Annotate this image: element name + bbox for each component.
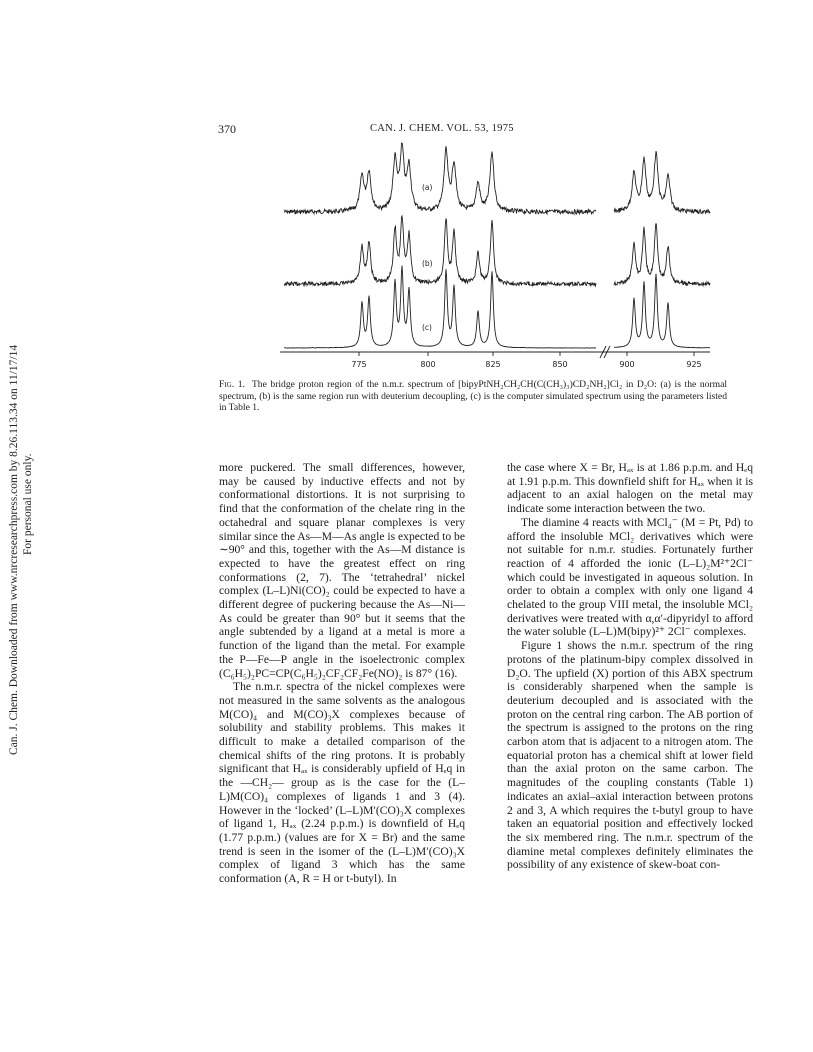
axis-tick-label: 825 <box>485 360 501 369</box>
left-text-column <box>219 461 465 886</box>
paragraph: Figure 1 shows the n.m.r. spectrum of the ring protons of the platinum-bipy complex dissolved in D₂O. The upfield (X) portion of this ABX spectrum is considerably sharpened when the sample is deuterium decoupled and is associated with the proton on the central ring carbon. The AB portion of the spectrum is assigned to the protons on the ring carbon atom that is adjacent to a nitrogen atom. The equatorial proton has a chemical shift at lower field than the axial proton on the same carbon. The magnitudes of the coupling constants (Table 1) indicates an axial–axial interaction between protons 2 and 3, A which requires the t-butyl group to have taken an equatorial position and effectively locked the six membered ring. The n.m.r. spectrum of the diamine metal complexes definitely eliminates the possibility of any existence of skew-boat con- <box>507 639 753 872</box>
paragraph: The diamine 4 reacts with MCl₄⁻ (M = Pt, Pd) to afford the insoluble MCl₂ derivatives which were not suitable for n.m.r. studies. Fortunately further reaction of 4 afforded the ionic (L–L)₂M²⁺2Cl⁻ which could be investigated in aqueous solution. In order to obtain a complex with only one ligand 4 chelated to the group VIII metal, the insoluble MCl₂ derivatives were treated with α,α′-dipyridyl to afford the water soluble (L–L)M(bipy)²⁺ 2Cl⁻ complexes. <box>507 515 753 639</box>
axis-tick-label: 800 <box>420 360 436 369</box>
right-text-column <box>507 461 753 872</box>
download-notice <box>8 255 48 755</box>
paragraph: the case where X = Br, Hₐₓ is at 1.86 p.p.m. and Hₑq at 1.91 p.p.m. This downfield shift for Hₐₓ when it is adjacent to an axial halogen on the metal may indicate some interaction between the two. <box>507 461 753 516</box>
nmr-spectrum-figure <box>278 140 724 372</box>
axis-tick-label: 850 <box>552 360 568 369</box>
trace-label-c: (c) <box>422 323 432 332</box>
caption-label: Fig. 1. <box>219 379 245 390</box>
trace-label-a: (a) <box>422 183 433 192</box>
axis-tick-label: 775 <box>351 360 367 369</box>
download-notice-line1: Can. J. Chem. Downloaded from www.nrcresearchpress.com by 8.26.113.34 on 11/17/14 <box>8 344 20 755</box>
trace-label-b: (b) <box>422 259 433 268</box>
paragraph: The n.m.r. spectra of the nickel complexes were not measured in the same solvents as the analogous M(CO)₄ and M(CO)₃X complexes because of solubility and stability problems. This makes it difficult to make a detailed comparison of the chemical shifts of the ring protons. It is probably significant that Hₐₓ is considerably upfield of Hₑq in the —CH₂— group as is the case for the (L–L)M(CO)₄ complexes of ligands 1 and 3 (4). However in the ‘locked’ (L–L)M′(CO)₃X complexes of ligand 1, Hₐₓ (2.24 p.p.m.) is downfield of Hₑq (1.77 p.p.m.) (values are for X = Br) and the same trend is seen in the isomer of the (L–L)M′(CO)₃X complex of ligand 3 which has the same conformation (A, R = H or t-butyl). In <box>219 680 465 886</box>
nmr-spectrum-plot <box>278 140 724 372</box>
page-number: 370 <box>218 122 236 136</box>
axis-tick-label: 925 <box>686 360 702 369</box>
download-notice-line2: For personal use only. <box>22 453 34 555</box>
axis-tick-label: 900 <box>619 360 635 369</box>
paragraph: more puckered. The small differences, however, may be caused by inductive effects and not by conformational distortions. It is not surprising to find that the conformation of the chelate ring in the octahedral and square planar complexes is very similar since the As—M—As angle is expected to be ∼90° and this, together with the As—M distance is expected to have the greatest effect on ring conformations (2, 7). The ‘tetrahedral’ nickel complex (L–L)Ni(CO)₂ could be expected to have a different degree of puckering because the As—Ni—As could be greater than 90° but it seems that the angle subtended by a ligand at a metal is more a function of the ligand than the metal. For example the P—Fe—P angle in the isoelectronic complex (C₆H₅)₂PC=CP(C₆H₅)₂CF₂CF₂Fe(NO)₂ is 87° (16). <box>219 461 465 680</box>
caption-text: The bridge proton region of the n.m.r. spectrum of [bipyPtNH₂CH₂CH(C(CH₃)₃)CD₂NH₂]Cl₂ in D₂O: (a) is the normal spectrum, (b) is the same region run with deuterium decoupling, (c) is the computer simulated spectrum using the parameters listed in Table 1. <box>219 379 728 414</box>
trace-a <box>284 143 710 214</box>
axis-tick-marks <box>359 352 694 356</box>
running-head: CAN. J. CHEM. VOL. 53, 1975 <box>370 123 514 134</box>
trace-b <box>284 216 710 286</box>
figure-caption <box>219 379 727 414</box>
